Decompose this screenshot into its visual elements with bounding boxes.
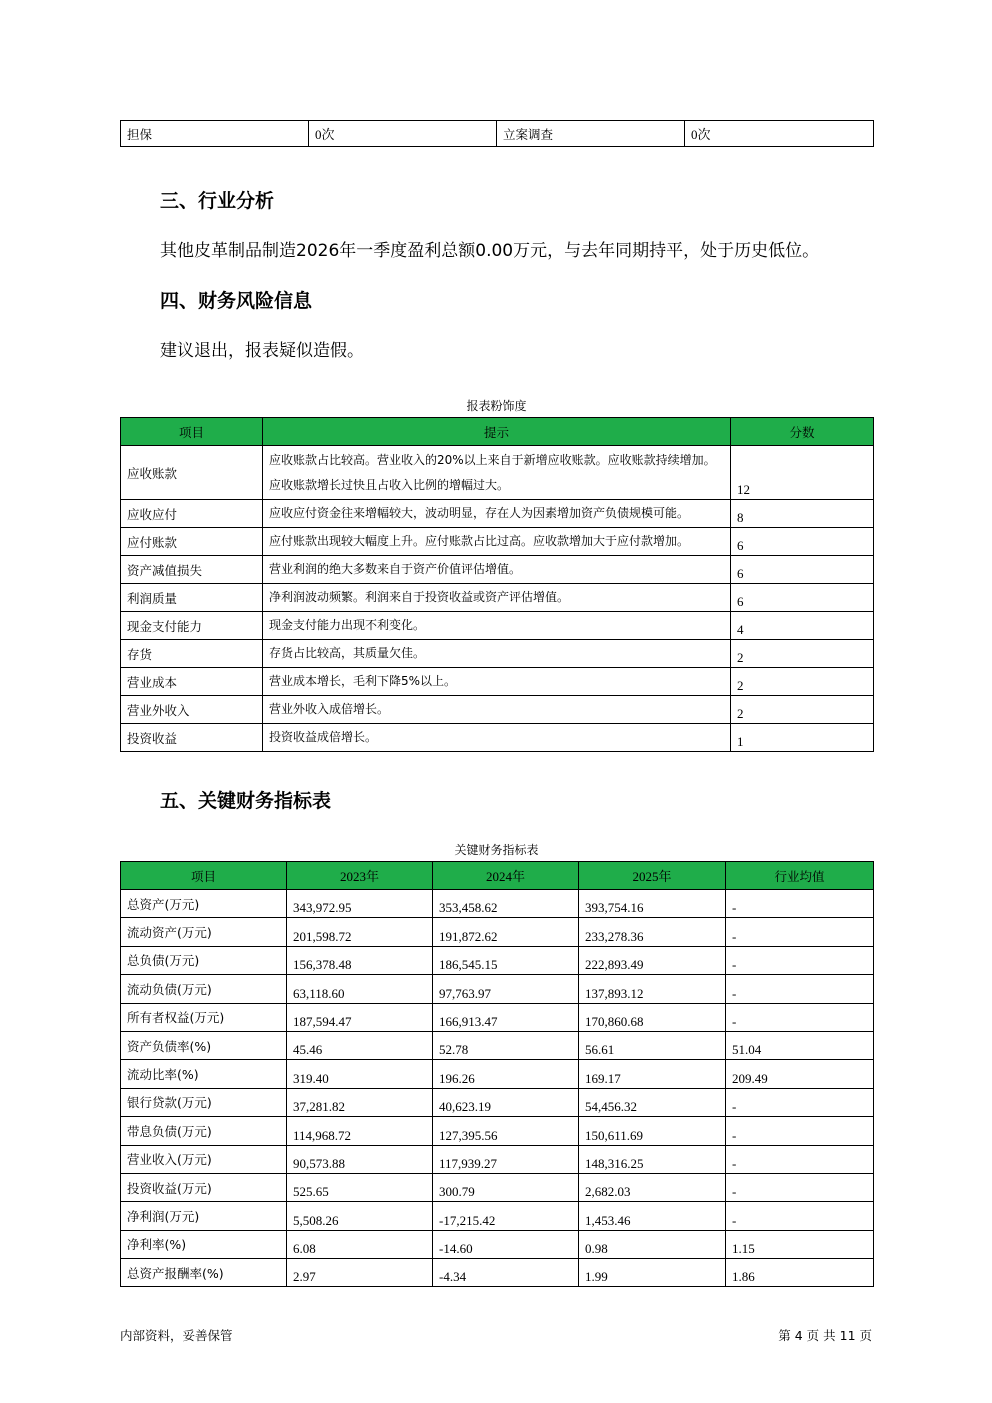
table-cell: - [726,890,874,918]
table-cell: 117,939.27 [433,1145,579,1173]
table-cell: 8 [731,500,874,528]
table-cell: 2,682.03 [579,1173,726,1201]
table-cell: 201,598.72 [287,918,433,946]
table-cell: 资产减值损失 [121,556,263,584]
table-cell: 立案调查 [497,121,685,147]
table-cell: 2.97 [287,1259,433,1287]
section-heading: 四、财务风险信息 [160,290,313,312]
column-header: 行业均值 [726,862,874,890]
table-cell: 1.99 [579,1259,726,1287]
table-cell: 166,913.47 [433,1003,579,1031]
table-cell: 1.86 [726,1259,874,1287]
section-heading: 三、行业分析 [160,190,275,212]
table-cell: 流动比率(%) [121,1060,287,1088]
footer-page-number: 第 4 页 共 11 页 [778,1328,872,1343]
table-row [121,975,874,1003]
table-cell: 带息负债(万元) [121,1117,287,1145]
column-header: 项目 [121,862,287,890]
table-cell: -4.34 [433,1259,579,1287]
table-cell: 186,545.15 [433,946,579,974]
table-row [121,696,874,724]
table-cell: - [726,1117,874,1145]
table-cell: 应收账款 [121,446,263,500]
table-cell: 总资产报酬率(%) [121,1259,287,1287]
table-row [121,1031,874,1059]
table-cell: 存货占比较高，其质量欠佳。 [263,640,731,668]
table-row [121,890,874,918]
table-row [121,918,874,946]
table-cell: 90,573.88 [287,1145,433,1173]
column-header: 项目 [121,418,263,446]
table-cell: 应付账款出现较大幅度上升。应付账款占比过高。应收款增加大于应付款增加。 [263,528,731,556]
table-cell: 应收应付 [121,500,263,528]
table-cell: 营业成本增长，毛利下降5%以上。 [263,668,731,696]
table-cell: 现金支付能力 [121,612,263,640]
table-row [121,668,874,696]
table-cell: 233,278.36 [579,918,726,946]
table-cell: 52.78 [433,1031,579,1059]
table-cell: 6.08 [287,1230,433,1258]
table-cell: 所有者权益(万元) [121,1003,287,1031]
section-heading: 五、关键财务指标表 [160,790,332,812]
table-cell: 2 [731,696,874,724]
table-cell: 应付账款 [121,528,263,556]
table-cell: 319.40 [287,1060,433,1088]
financial-indicators-table [120,861,874,1287]
table-row [121,1230,874,1258]
table-cell: - [726,1003,874,1031]
table-row [121,528,874,556]
table-cell: 存货 [121,640,263,668]
table-cell: 156,378.48 [287,946,433,974]
table-cell: 56.61 [579,1031,726,1059]
table-cell: 191,872.62 [433,918,579,946]
table-cell: -14.60 [433,1230,579,1258]
table-header-row [121,862,874,890]
table-cell: 应收账款占比较高。营业收入的20%以上来自于新增应收账款。应收账款持续增加。应收账款增长过快且占收入比例的增幅过大。 [263,446,731,500]
table-cell: 63,118.60 [287,975,433,1003]
table-row [121,121,874,147]
table-cell: - [726,1173,874,1201]
table-row [121,946,874,974]
table-cell: 54,456.32 [579,1088,726,1116]
table-cell: 流动负债(万元) [121,975,287,1003]
table-cell: 投资收益成倍增长。 [263,724,731,752]
table-cell: 37,281.82 [287,1088,433,1116]
column-header: 分数 [731,418,874,446]
table-cell: 净利率(%) [121,1230,287,1258]
table-row [121,1259,874,1287]
table-cell: 2 [731,668,874,696]
table-caption: 报表粉饰度 [466,399,527,413]
table-cell: 127,395.56 [433,1117,579,1145]
table-cell: 114,968.72 [287,1117,433,1145]
table-cell: - [726,918,874,946]
table-cell: 187,594.47 [287,1003,433,1031]
financial-table-body [121,890,874,1287]
table-cell: 5,508.26 [287,1202,433,1230]
section-paragraph: 其他皮革制品制造2026年一季度盈利总额0.00万元，与去年同期持平，处于历史低位。 [160,241,820,261]
section-paragraph: 建议退出，报表疑似造假。 [160,341,364,361]
table-cell: 300.79 [433,1173,579,1201]
risk-events-table [120,120,874,147]
table-cell: - [726,975,874,1003]
table-row [121,500,874,528]
table-cell: - [726,1145,874,1173]
table-row [121,1145,874,1173]
table-cell: 担保 [121,121,309,147]
table-cell: 营业成本 [121,668,263,696]
table-row [121,1202,874,1230]
table-cell: 525.65 [287,1173,433,1201]
table-cell: 45.46 [287,1031,433,1059]
table-cell: 0次 [685,121,874,147]
column-header: 2023年 [287,862,433,890]
table-cell: 51.04 [726,1031,874,1059]
table-cell: 净利润波动频繁。利润来自于投资收益或资产评估增值。 [263,584,731,612]
table-row [121,612,874,640]
table-row [121,724,874,752]
table-cell: 投资收益(万元) [121,1173,287,1201]
table-row [121,1088,874,1116]
table-cell: 196.26 [433,1060,579,1088]
risk-table-body [121,446,874,752]
table-cell: 6 [731,584,874,612]
table-cell: 97,763.97 [433,975,579,1003]
table-cell: 1,453.46 [579,1202,726,1230]
table-cell: 2 [731,640,874,668]
table-cell: 40,623.19 [433,1088,579,1116]
table-cell: 170,860.68 [579,1003,726,1031]
table-cell: 12 [731,446,874,500]
table-cell: 353,458.62 [433,890,579,918]
table-cell: 148,316.25 [579,1145,726,1173]
table-cell: - [726,1202,874,1230]
table-row [121,556,874,584]
table-cell: 营业外收入 [121,696,263,724]
table-row [121,640,874,668]
table-cell: 0次 [309,121,497,147]
table-cell: 现金支付能力出现不利变化。 [263,612,731,640]
table-cell: 应收应付资金往来增幅较大，波动明显，存在人为因素增加资产负债规模可能。 [263,500,731,528]
column-header: 2025年 [579,862,726,890]
table-cell: - [726,946,874,974]
table-row [121,1003,874,1031]
table-cell: 0.98 [579,1230,726,1258]
table-cell: 393,754.16 [579,890,726,918]
table-cell: 资产负债率(%) [121,1031,287,1059]
table-cell: 营业利润的绝大多数来自于资产价值评估增值。 [263,556,731,584]
table-row [121,1173,874,1201]
table-cell: 343,972.95 [287,890,433,918]
footer-confidential: 内部资料，妥善保管 [120,1328,233,1343]
table-cell: 1.15 [726,1230,874,1258]
table-cell: -17,215.42 [433,1202,579,1230]
table-row [121,1060,874,1088]
table-cell: 流动资产(万元) [121,918,287,946]
column-header: 2024年 [433,862,579,890]
table-cell: 总资产(万元) [121,890,287,918]
table-header-row [121,418,874,446]
table-cell: - [726,1088,874,1116]
table-cell: 6 [731,528,874,556]
table-cell: 投资收益 [121,724,263,752]
risk-table [120,417,874,752]
column-header: 提示 [263,418,731,446]
table-cell: 净利润(万元) [121,1202,287,1230]
table-cell: 4 [731,612,874,640]
table-cell: 150,611.69 [579,1117,726,1145]
table-cell: 营业收入(万元) [121,1145,287,1173]
table-cell: 6 [731,556,874,584]
table-cell: 209.49 [726,1060,874,1088]
table-row [121,1117,874,1145]
table-cell: 1 [731,724,874,752]
table-cell: 169.17 [579,1060,726,1088]
table-cell: 营业外收入成倍增长。 [263,696,731,724]
table-row [121,446,874,500]
table-cell: 137,893.12 [579,975,726,1003]
table-cell: 222,893.49 [579,946,726,974]
table-cell: 利润质量 [121,584,263,612]
table-cell: 银行贷款(万元) [121,1088,287,1116]
table-row [121,584,874,612]
table-cell: 总负债(万元) [121,946,287,974]
table-caption: 关键财务指标表 [454,843,539,857]
